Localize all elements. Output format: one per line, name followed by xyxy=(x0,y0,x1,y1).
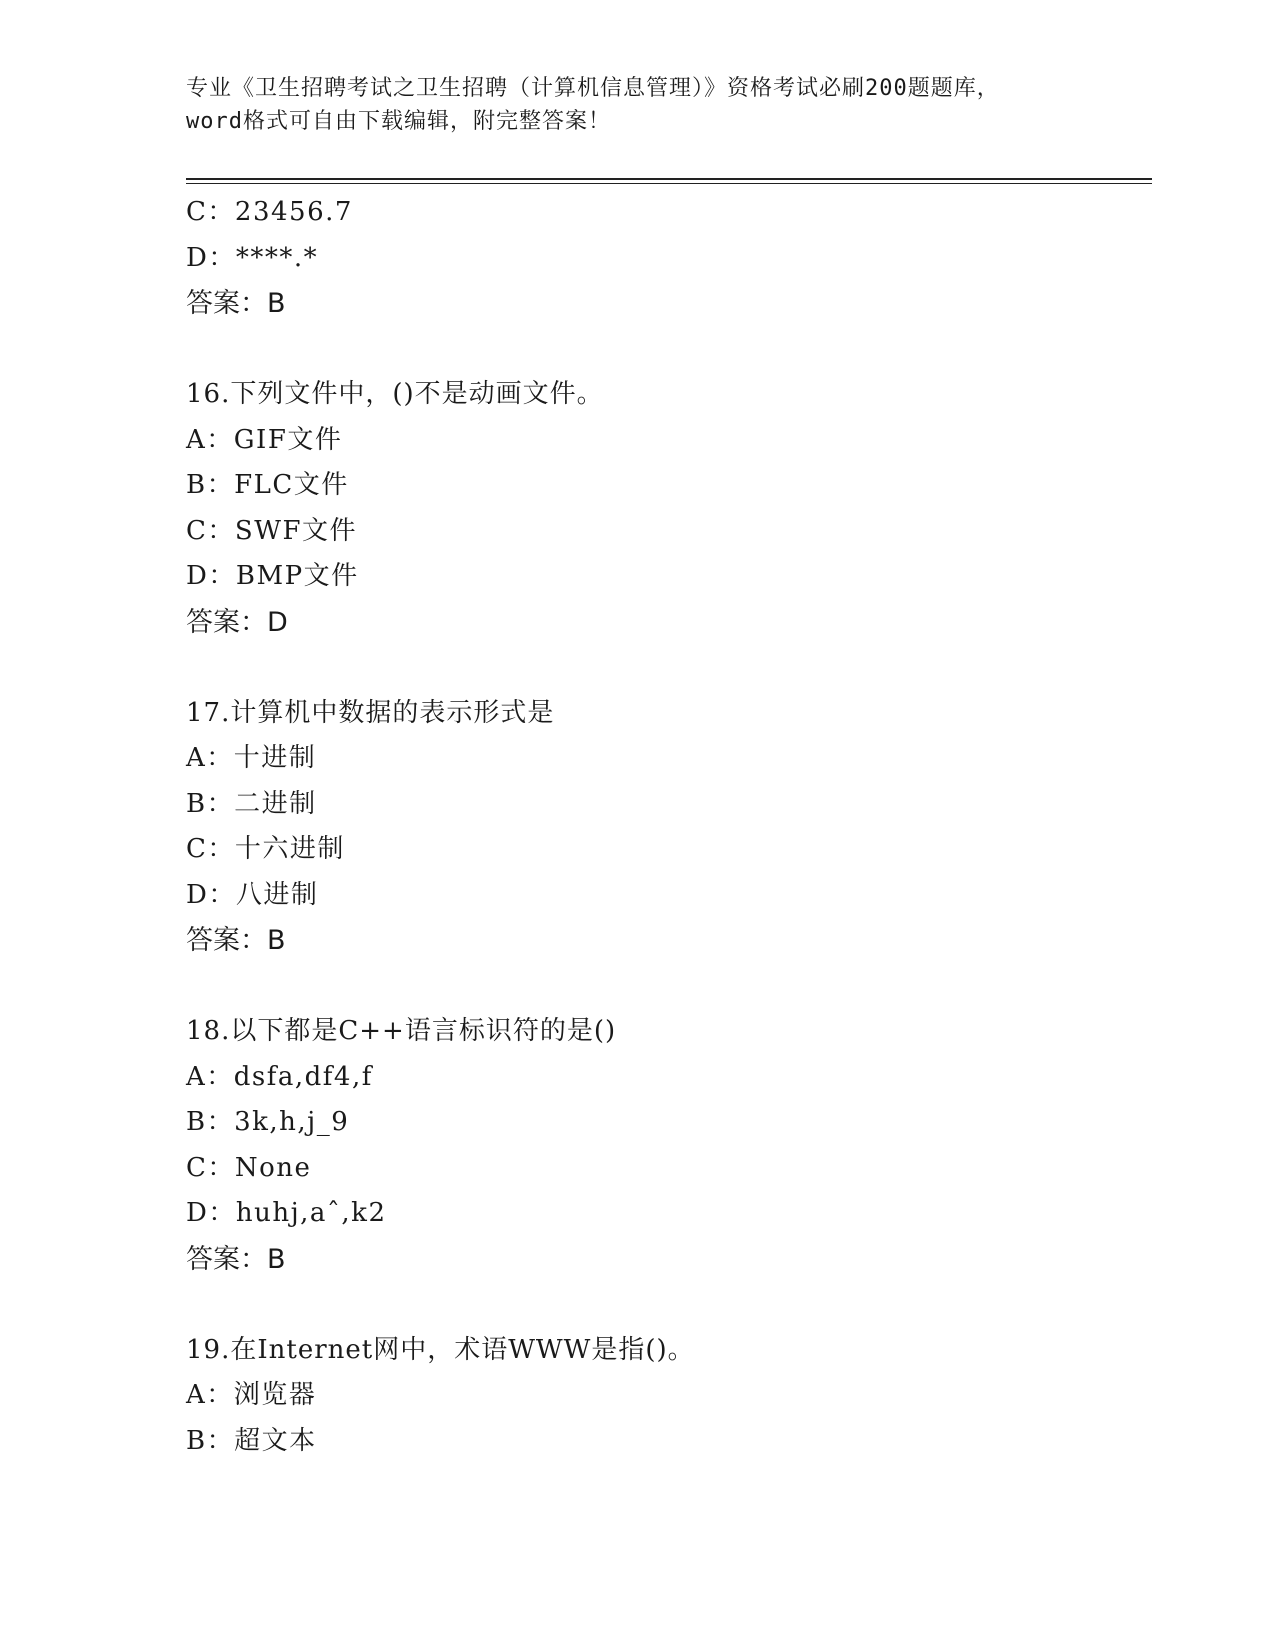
question-spacer xyxy=(186,1282,1146,1328)
option-label: D： xyxy=(186,879,236,910)
option-label: B： xyxy=(186,470,235,500)
header-title-line-1: 专业《卫生招聘考试之卫生招聘（计算机信息管理）》资格考试必刷200题题库， xyxy=(186,76,1000,101)
question-17 xyxy=(186,691,1146,964)
option-text: 超文本 xyxy=(234,1425,317,1456)
question-list xyxy=(186,190,1146,1464)
question-spacer xyxy=(186,327,1146,373)
option-label: D： xyxy=(186,242,236,273)
option-text: 浏览器 xyxy=(233,1380,317,1410)
header-title-line-2: word格式可自由下载编辑，附完整答案！ xyxy=(186,109,611,134)
question-stem: 19.在Internet网中，术语WWW是指()。 xyxy=(186,1334,695,1365)
option-c xyxy=(186,509,1146,555)
option-d xyxy=(186,873,1146,919)
option-label: B： xyxy=(186,1425,235,1456)
question-18 xyxy=(186,1009,1146,1282)
option-b xyxy=(186,1100,1146,1146)
question-stem: 17.计算机中数据的表示形式是 xyxy=(186,697,555,728)
answer-line: 答案：B xyxy=(186,288,286,319)
option-b xyxy=(186,1419,1146,1465)
option-label: A： xyxy=(186,424,234,455)
option-d xyxy=(186,1191,1146,1237)
answer-line: 答案：B xyxy=(186,1243,286,1275)
option-text: SWF文件 xyxy=(234,515,357,546)
option-d xyxy=(186,554,1146,600)
option-label: A： xyxy=(186,1061,234,1092)
option-text: 3k,h,j_9 xyxy=(234,1107,350,1137)
document-header xyxy=(186,72,1086,138)
option-b xyxy=(186,782,1146,828)
option-text: 十进制 xyxy=(233,743,317,773)
option-text: FLC文件 xyxy=(234,470,349,500)
option-label: C： xyxy=(186,1152,235,1183)
question-16 xyxy=(186,372,1146,645)
answer-line: 答案：B xyxy=(186,925,286,956)
option-text: None xyxy=(234,1152,312,1183)
option-d xyxy=(186,236,1146,282)
option-text: GIF文件 xyxy=(233,424,343,455)
option-text: 23456.7 xyxy=(234,197,353,227)
option-text: BMP文件 xyxy=(235,561,359,591)
option-label: C： xyxy=(186,197,235,227)
option-text: ****.* xyxy=(235,242,319,273)
option-text: 二进制 xyxy=(234,788,317,819)
question-stem: 18.以下都是C++语言标识符的是() xyxy=(186,1016,617,1046)
option-label: A： xyxy=(186,1380,234,1410)
option-text: huhj,aˆ,k2 xyxy=(235,1198,387,1228)
option-a xyxy=(186,418,1146,464)
option-c xyxy=(186,1146,1146,1192)
option-text: 八进制 xyxy=(235,879,319,910)
question-spacer xyxy=(186,645,1146,691)
option-label: B： xyxy=(186,788,235,819)
option-text: dsfa,df4,f xyxy=(233,1061,373,1092)
question-spacer xyxy=(186,964,1146,1010)
option-label: B： xyxy=(186,1107,235,1137)
answer-line: 答案：D xyxy=(186,606,288,638)
option-label: D： xyxy=(186,561,236,591)
option-b xyxy=(186,463,1146,509)
question-15-tail xyxy=(186,190,1146,327)
question-19 xyxy=(186,1328,1146,1465)
option-a xyxy=(186,1055,1146,1101)
option-label: C： xyxy=(186,834,235,864)
option-a xyxy=(186,736,1146,782)
option-c xyxy=(186,827,1146,873)
option-label: A： xyxy=(186,743,234,773)
option-c xyxy=(186,190,1146,236)
header-divider-thick xyxy=(186,178,1152,180)
question-stem: 16.下列文件中，()不是动画文件。 xyxy=(186,379,604,409)
header-divider-thin xyxy=(186,183,1152,184)
option-label: D： xyxy=(186,1198,236,1228)
option-label: C： xyxy=(186,515,235,546)
option-a xyxy=(186,1373,1146,1419)
option-text: 十六进制 xyxy=(234,834,345,864)
